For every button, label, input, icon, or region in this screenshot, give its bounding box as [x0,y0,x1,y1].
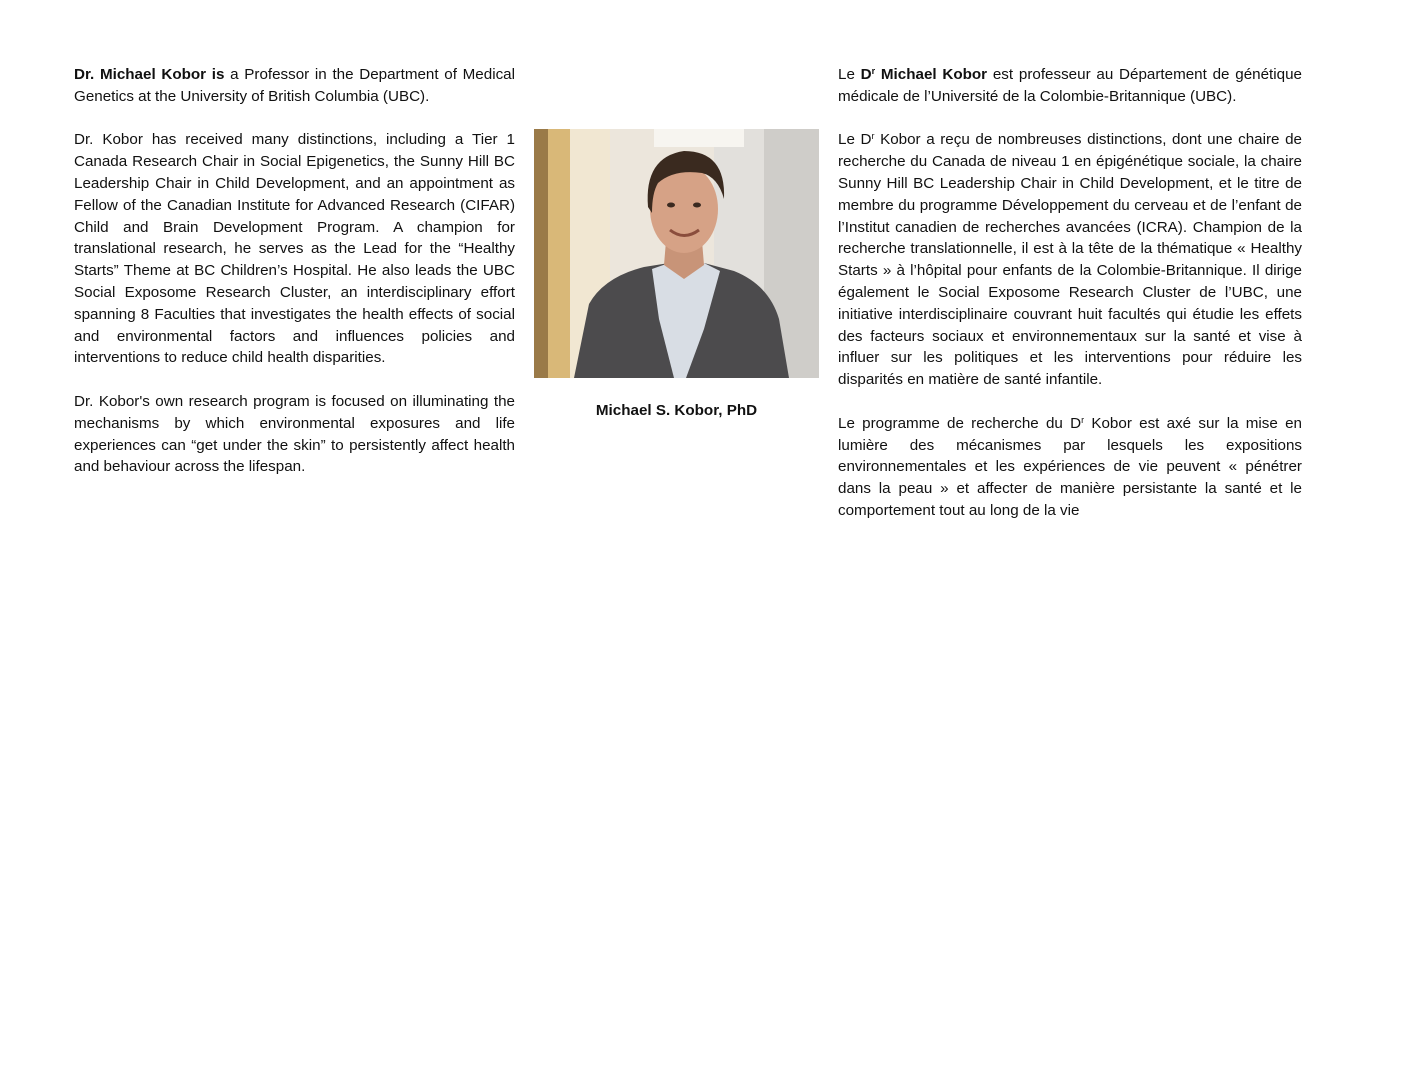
french-research-paragraph [838,413,1302,522]
english-intro-paragraph [74,64,515,108]
english-distinctions-paragraph: Dr. Kobor has received many distinctions, including a Tier 1 Canada Research Chair in Social Epigenetics, the Sunny Hill BC Leadership Chair in Child Development, and an appointment as Fellow of the Canadian Institute for Advanced Research (CIFAR) Child and Brain Development Program. A champion for translational research, he serves as the Lead for the “Healthy Starts” Theme at BC Children’s Hospital. He also leads the UBC Social Exposome Research Cluster, an interdisciplinary effort spanning 8 Faculties that investigates the health effects of social and environmental factors and influences policies and interventions to reduce child health disparities. [74,131,515,367]
french-dr-superscript: r [871,66,876,76]
english-research-paragraph: Dr. Kobor's own research program is focused on illuminating the mechanisms by which environmental exposures and life experiences can “get under the skin” to persistently affect health and behaviour across the lifespan. [74,392,515,476]
french-distinctions-text: Kobor a reçu de nombreuses distinctions, dont une chaire de recherche du Canada de niveau 1 en épigénétique sociale, la chaire Sunny Hill BC Leadership Chair in Child Development, et le titre de membre du programme Développement du cerveau et de l’enfant de l’Institut canadien de recherches avancées (ICRA). Champion de la recherche translationnelle, il est à la tête de la thématique « Healthy Starts » à l’hôpital pour enfants de la Colombie-Britannique. Il dirige également le Social Exposome Research Cluster de l’UBC, une initiative interdisciplinaire couvrant huit facultés qui étudie les effets des facteurs sociaux et environnementaux sur la santé et vise à influer sur les politiques et les interventions pour réduire les disparités en matière de santé infantile. [838,131,1302,389]
french-column [838,64,1302,544]
portrait-illustration [534,129,819,378]
portrait-photo [534,129,819,378]
photo-caption: Michael S. Kobor, PhD [595,402,758,419]
french-research-text: Kobor est axé sur la mise en lumière des mécanismes par lesquels les expositions environnementales et les expériences de vie peuvent « pénétrer dans la peau » et affecter de manière persistante la santé et le comportement tout au long de la vie [838,414,1302,519]
english-column [74,64,515,500]
french-distinctions-paragraph [838,129,1302,391]
french-research-superscript: r [1081,414,1085,425]
french-research-prefix: Le programme de recherche du D [838,414,1082,432]
french-intro-prefix: Le [838,66,861,83]
french-distinctions-prefix: Le D [838,131,872,149]
english-name-bold: Dr. Michael Kobor is [74,66,225,83]
french-intro-paragraph [838,64,1302,108]
french-intro-text: est professeur au Département de génétique médicale de l’Université de la Colombie-Britannique (UBC). [838,66,1302,105]
french-distinctions-superscript: r [871,131,875,142]
french-name-bold [861,66,987,83]
english-intro-text: a Professor in the Department of Medical Genetics at the University of British Columbia (UBC). [74,66,515,105]
french-name-text: Michael Kobor [875,66,988,83]
french-dr-abbrev: D [860,66,872,83]
